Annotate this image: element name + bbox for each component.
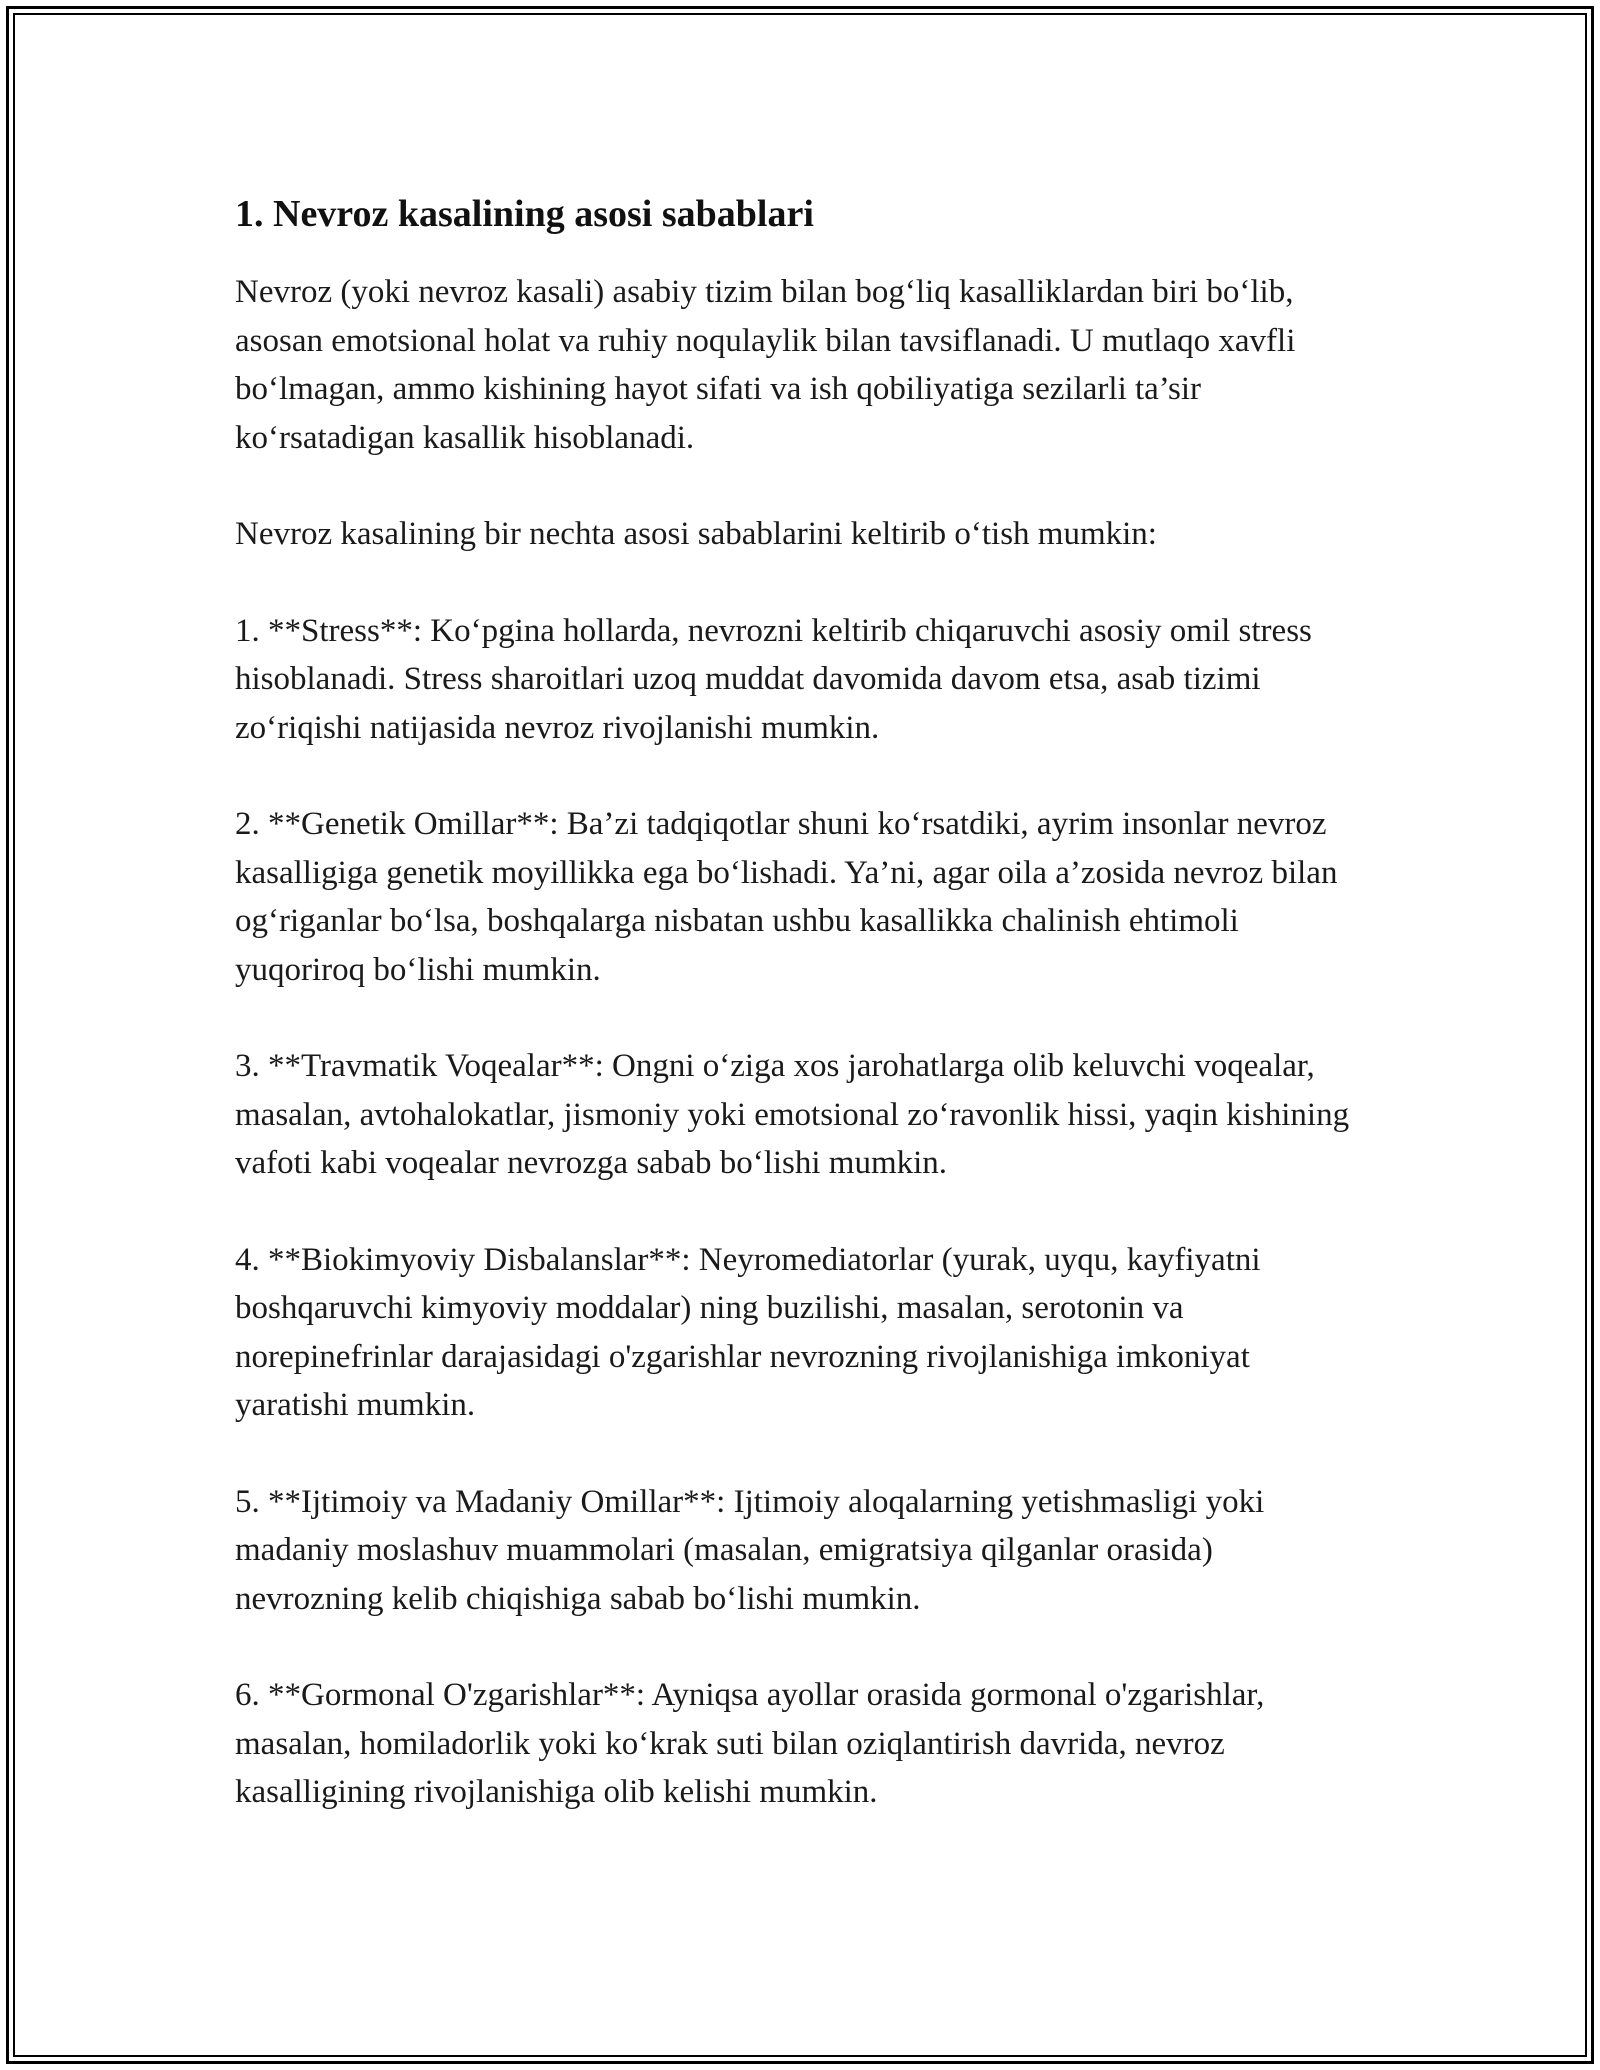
- page-title: 1. Nevroz kasalining asosi sabablari: [235, 193, 814, 235]
- cause-item-genetic: 2. **Genetik Omillar**: Ba’zi tadqiqotlar shuni ko‘rsatdiki, ayrim insonlar nevroz kasalligiga genetik moyillikka ega bo‘lishadi. Ya’ni, agar oila a’zosida nevroz bilan og‘riganlar bo‘lsa, boshqalarga nisbatan ushbu kasallikka chalinish ehtimoli yuqoriroq bo‘lishi mumkin.: [235, 806, 1338, 988]
- cause-item-stress: 1. **Stress**: Ko‘pgina hollarda, nevrozni keltirib chiqaruvchi asosiy omil stress hisoblanadi. Stress sharoitlari uzoq muddat davomida davom etsa, asab tizimi zo‘riqishi natijasida nevroz rivojlanishi mumkin.: [235, 612, 1312, 746]
- document-body: [235, 190, 1365, 1865]
- cause-item-biochemical: 4. **Biokimyoviy Disbalanslar**: Neyromediatorlar (yurak, uyqu, kayfiyatni boshqaruvchi kimyoviy moddalar) ning buzilishi, masalan, serotonin va norepinefrinlar darajasidagi o'zgarishlar nevrozning rivojlanishiga imkoniyat yaratishi mumkin.: [235, 1241, 1261, 1423]
- cause-item-traumatic: 3. **Travmatik Voqealar**: Ongni o‘ziga xos jarohatlarga olib keluvchi voqealar, masalan, avtohalokatlar, jismoniy yoki emotsional zo‘ravonlik hissi, yaqin kishining vafoti kabi voqealar nevrozga sabab bo‘lishi mumkin.: [235, 1048, 1350, 1181]
- causes-intro-paragraph: Nevroz kasalining bir nechta asosi sabablarini keltirib o‘tish mumkin:: [235, 516, 1157, 552]
- cause-item-social-cultural: 5. **Ijtimoiy va Madaniy Omillar**: Ijtimoiy aloqalarning yetishmasligi yoki madaniy moslashuv muammolari (masalan, emigratsiya qilganlar orasida) nevrozning kelib chiqishiga sabab bo‘lishi mumkin.: [235, 1483, 1265, 1617]
- intro-paragraph: Nevroz (yoki nevroz kasali) asabiy tizim bilan bog‘liq kasalliklardan biri bo‘lib, asosan emotsional holat va ruhiy noqulaylik bilan tavsiflanadi. U mutlaqo xavfli bo‘lmagan, ammo kishining hayot sifati va ish qobiliyatiga sezilarli ta’sir ko‘rsatadigan kasallik hisoblanadi.: [235, 274, 1296, 456]
- cause-item-hormonal: 6. **Gormonal O'zgarishlar**: Ayniqsa ayollar orasida gormonal o'zgarishlar, masalan, homiladorlik yoki ko‘krak suti bilan oziqlantirish davrida, nevroz kasalligining rivojlanishiga olib kelishi mumkin.: [235, 1677, 1265, 1810]
